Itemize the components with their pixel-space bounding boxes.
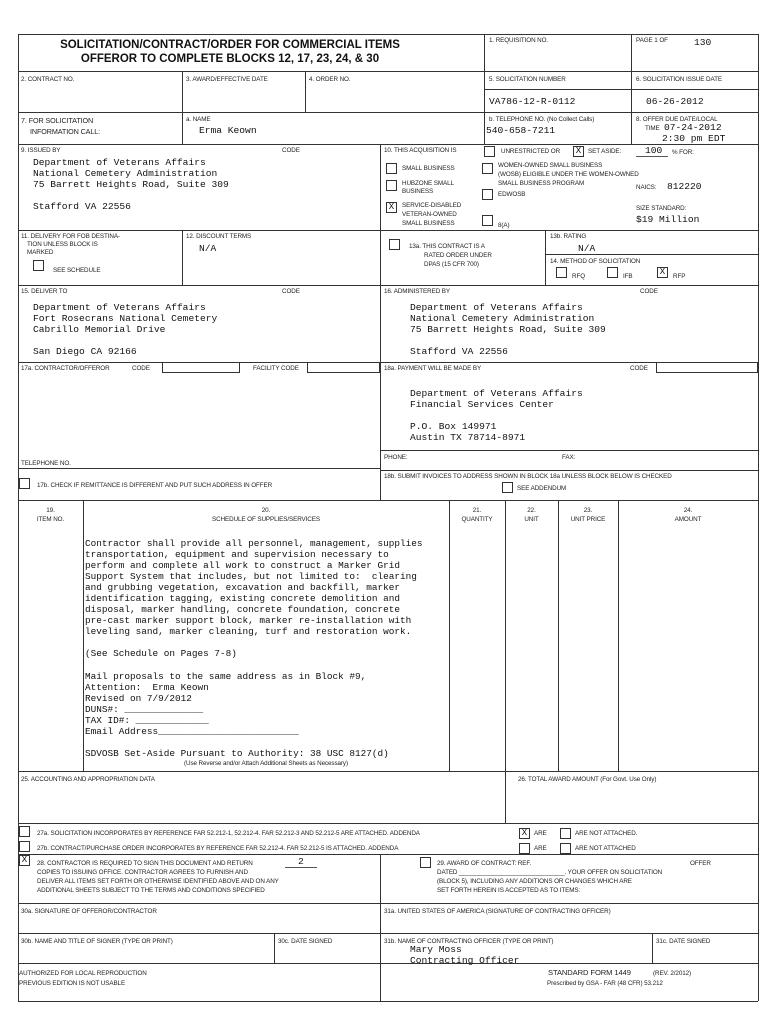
percent-for-label: % FOR: — [672, 149, 694, 156]
schedule-description: Contractor shall provide all personnel, management, supplies transportation, equipment and supervision necessary to perform and complete all work to construct a Marker Grid Support System that includes, but not limited to: clearing and grubbing vegetation, excavation and backfill, marker identification tagging, existing concrete demolition and disposal, marker handling, concrete foundation, concrete pre-cast marker support block, marker re-installation with leveling sand, marker cleaning, turf and restoration work. (See Schedule on Pages 7-8) Mail proposals to the same address as in Block #9, Attention: Erma Keown Revised on 7/9/2012 DUNS#: ______________ TAX ID#: _____________ Email Address_________________________ SDVOSB Set-Aside Pursuant to Authority: 38 USC 8127(d) — [85, 538, 423, 759]
29-line-1: 29. AWARD OF CONTRACT: REF. — [437, 860, 532, 867]
footer-left-1: AUTHORIZED FOR LOCAL REPRODUCTION — [19, 970, 147, 977]
contact-name: Erma Keown — [199, 125, 257, 136]
27a-label: 27a. SOLICITATION INCORPORATES BY REFERENCE FAR 52.212-1, 52.212-4. FAR 52.212-3 AND 52.212-5 ARE ATTACHED. ADDENDA — [37, 830, 420, 837]
administered-by-line-2: National Cemetery Administration — [410, 313, 595, 324]
small-business-label: SMALL BUSINESS — [402, 165, 455, 172]
co-date-label: 31c. DATE SIGNED — [656, 938, 711, 945]
telephone-label: b. TELEPHONE NO. (No Collect Calls) — [489, 116, 595, 123]
reverse-note: (Use Reverse and/or Attach Additional Sheets as Necessary) — [184, 760, 348, 767]
payment-code-field[interactable] — [656, 362, 758, 373]
issued-by-line-3: 75 Barrett Heights Road, Suite 309 — [33, 179, 229, 190]
29-line-4: SET FORTH HEREIN IS ACCEPTED AS TO ITEMS: — [437, 887, 581, 894]
administered-by-line-5: Stafford VA 22556 — [410, 346, 508, 357]
form-title: SOLICITATION/CONTRACT/ORDER FOR COMMERCIAL ITEMS — [60, 39, 400, 51]
deliver-to-code-label: CODE — [282, 288, 300, 295]
form-subtitle: OFFEROR TO COMPLETE BLOCKS 12, 17, 23, 24, & 30 — [80, 53, 380, 65]
administered-by-line-1: Department of Veterans Affairs — [410, 302, 583, 313]
payment-line-2: Financial Services Center — [410, 399, 554, 410]
footer-form-name: STANDARD FORM 1449 — [548, 968, 631, 977]
solicitation-no-label: 5. SOLICITATION NUMBER — [489, 76, 566, 83]
fax-label: FAX: — [562, 454, 576, 461]
offeror-date-label: 30c. DATE SIGNED — [278, 938, 333, 945]
col-unit: UNIT — [524, 516, 539, 523]
27b-are-label: ARE — [534, 845, 547, 852]
facility-code-label: FACILITY CODE — [253, 365, 299, 372]
issued-by-label: 9. ISSUED BY — [21, 147, 61, 154]
28-checkbox[interactable]: X — [19, 855, 30, 866]
discount-terms-label: 12. DISCOUNT TERMS — [186, 233, 252, 240]
28-line-2: COPIES TO ISSUING OFFICE. CONTRACTOR AGREES TO FURNISH AND — [37, 869, 248, 876]
28-line-4: ADDITIONAL SHEETS SUBJECT TO THE TERMS AND CONDITIONS SPECIFIED — [37, 887, 265, 894]
administered-by-code-label: CODE — [640, 288, 658, 295]
edwosb-checkbox[interactable] — [482, 189, 493, 200]
27a-are-checkbox[interactable]: X — [519, 828, 530, 839]
29-offer: OFFER — [690, 860, 711, 867]
27b-are-not-checkbox[interactable] — [560, 843, 571, 854]
edwosb-label: EDWOSB — [498, 191, 526, 198]
delivery-label-1: 11. DELIVERY FOR FOB DESTINA- — [21, 233, 120, 240]
col-schedule: SCHEDULE OF SUPPLIES/SERVICES — [212, 516, 320, 523]
payment-line-1: Department of Veterans Affairs — [410, 388, 583, 399]
facility-code-field[interactable] — [307, 362, 380, 373]
discount-terms: N/A — [199, 243, 217, 254]
telephone-number: 540-658-7211 — [486, 125, 556, 136]
co-name: Mary Moss — [410, 944, 462, 955]
27a-are-not-label: ARE NOT ATTACHED. — [575, 830, 638, 837]
see-schedule-label: SEE SCHEDULE — [53, 267, 101, 274]
contract-no-label: 2. CONTRACT NO. — [21, 76, 75, 83]
telephone-no-label: TELEPHONE NO. — [21, 460, 71, 467]
issued-by-line-5: Stafford VA 22556 — [33, 201, 131, 212]
solicitation-info-label: 7. FOR SOLICITATION — [21, 116, 94, 125]
unrestricted-checkbox[interactable] — [484, 146, 495, 157]
col-schedule-num: 20. — [261, 507, 271, 514]
set-aside-percent: 100 — [645, 145, 663, 156]
offer-due-label: 8. OFFER DUE DATE/LOCAL — [636, 116, 718, 123]
sdvosb-label-2: VETERAN-OWNED — [402, 211, 457, 218]
size-standard-label: SIZE STANDARD: — [636, 205, 687, 212]
accounting-label: 25. ACCOUNTING AND APPROPRIATION DATA — [21, 776, 155, 783]
contractor-code-field[interactable] — [162, 362, 240, 373]
footer-rev: (REV. 2/2012) — [653, 970, 692, 977]
eight-a-label: 8(A) — [498, 222, 510, 229]
page-total: 130 — [694, 37, 712, 48]
rfp-label: RFP — [673, 273, 686, 280]
see-addendum-checkbox[interactable] — [502, 482, 513, 493]
col-item-no: ITEM NO. — [36, 516, 65, 523]
sdvosb-label-1: SERVICE-DISABLED — [402, 202, 462, 209]
set-aside-label: SET ASIDE: — [588, 148, 622, 155]
27a-are-not-checkbox[interactable] — [560, 828, 571, 839]
col-unit-price: UNIT PRICE — [570, 516, 606, 523]
small-business-checkbox[interactable] — [386, 163, 397, 174]
eight-a-checkbox[interactable] — [482, 215, 493, 226]
deliver-to-label: 15. DELIVER TO — [21, 288, 68, 295]
rfp-checkbox[interactable]: X — [657, 267, 668, 278]
issue-date: 06-26-2012 — [646, 96, 704, 107]
27b-checkbox[interactable] — [19, 841, 30, 852]
hubzone-checkbox[interactable] — [386, 180, 397, 191]
acquisition-label: 10. THIS ACQUISITION IS — [384, 147, 457, 154]
sdvosb-label-3: SMALL BUSINESS — [402, 220, 455, 227]
wosb-label-2: (WOSB) ELIGIBLE UNDER THE WOMEN-OWNED — [498, 171, 639, 178]
issued-by-line-2: National Cemetery Administration — [33, 168, 218, 179]
payment-line-4: P.O. Box 149971 — [410, 421, 497, 432]
offeror-signature-label: 30a. SIGNATURE OF OFFEROR/CONTRACTOR — [21, 908, 157, 915]
see-addendum-label: SEE ADDENDUM — [517, 485, 567, 492]
27b-are-not-label: ARE NOT ATTACHED — [575, 845, 636, 852]
administered-by-label: 16. ADMINISTERED BY — [384, 288, 450, 295]
offer-due-time: 2:30 pm EDT — [662, 133, 726, 144]
payment-line-5: Austin TX 78714-8971 — [410, 432, 526, 443]
see-schedule-checkbox[interactable] — [33, 260, 44, 271]
col-unit-num: 22. — [527, 507, 536, 514]
unrestricted-label: UNRESTRICTED OR — [501, 148, 561, 155]
rated-order-label-2: RATED ORDER UNDER — [424, 252, 492, 259]
col-quantity-num: 21. — [472, 507, 482, 514]
delivery-label-3: MARKED — [27, 249, 54, 256]
hubzone-label-2: BUSINESS — [402, 188, 434, 195]
rated-order-checkbox[interactable] — [389, 239, 400, 250]
order-no-label: 4. ORDER NO. — [309, 76, 351, 83]
solicitation-no: VA786-12-R-0112 — [489, 96, 576, 107]
deliver-to-line-1: Department of Veterans Affairs — [33, 302, 206, 313]
27a-are-label: ARE — [534, 830, 547, 837]
payment-by-label: 18a. PAYMENT WILL BE MADE BY — [384, 365, 482, 372]
wosb-label-3: SMALL BUSINESS PROGRAM — [498, 180, 585, 187]
col-amount: AMOUNT — [674, 516, 702, 523]
29-line-3: (BLOCK 5), INCLUDING ANY ADDITIONS OR CHANGES WHICH ARE — [437, 878, 632, 885]
total-award-label: 26. TOTAL AWARD AMOUNT (For Govt. Use Only) — [518, 776, 657, 783]
wosb-checkbox[interactable] — [482, 163, 493, 174]
ifb-checkbox[interactable] — [607, 267, 618, 278]
naics-label: NAICS: — [636, 184, 657, 191]
ifb-label: IFB — [623, 273, 633, 280]
issued-by-line-1: Department of Veterans Affairs — [33, 157, 206, 168]
award-date-label: 3. AWARD/EFFECTIVE DATE — [186, 76, 268, 83]
naics-code: 812220 — [667, 181, 702, 192]
hubzone-label-1: HUBZONE SMALL — [402, 180, 454, 187]
deliver-to-line-2: Fort Rosecrans National Cemetery — [33, 313, 218, 324]
rated-order-label-1: 13a. THIS CONTRACT IS A — [409, 243, 485, 250]
28-line-1: 28. CONTRACTOR IS REQUIRED TO SIGN THIS DOCUMENT AND RETURN — [37, 860, 253, 867]
contractor-label: 17a. CONTRACTOR/OFFEROR — [21, 365, 110, 372]
27b-label: 27b. CONTRACT/PURCHASE ORDER INCORPORATES BY REFERENCE FAR 52.212-4. FAR 52.212-5 IS ATTACHED. ADDENDA — [37, 845, 399, 852]
sdvosb-checkbox[interactable]: X — [386, 202, 397, 213]
27a-checkbox[interactable] — [19, 826, 30, 837]
col-amount-num: 24. — [683, 507, 693, 514]
remittance-checkbox[interactable] — [19, 478, 30, 489]
submit-invoices-label: 18b. SUBMIT INVOICES TO ADDRESS SHOWN IN BLOCK 18a UNLESS BLOCK BELOW IS CHECKED — [384, 473, 672, 480]
administered-by-line-3: 75 Barrett Heights Road, Suite 309 — [410, 324, 606, 335]
deliver-to-line-5: San Diego CA 92166 — [33, 346, 137, 357]
set-aside-checkbox[interactable]: X — [573, 146, 584, 157]
phone-label: PHONE: — [384, 454, 408, 461]
deliver-to-line-3: Cabrillo Memorial Drive — [33, 324, 166, 335]
method-label: 14. METHOD OF SOLICITATION — [550, 258, 641, 265]
co-signature-label: 31a. UNITED STATES OF AMERICA (SIGNATURE OF CONTRACTING OFFICER) — [384, 908, 611, 915]
footer-prescribed: Prescribed by GSA - FAR (48 CFR) 53.212 — [547, 980, 663, 987]
28-line-3: DELIVER ALL ITEMS SET FORTH OR OTHERWISE IDENTIFIED ABOVE AND ON ANY — [37, 878, 279, 885]
col-unit-price-num: 23. — [583, 507, 593, 514]
rating-label: 13b. RATING — [550, 233, 587, 240]
delivery-label-2: TION UNLESS BLOCK IS — [27, 241, 98, 248]
co-title: Contracting Officer — [410, 955, 520, 966]
27b-are-checkbox[interactable] — [519, 843, 530, 854]
rating-value: N/A — [578, 243, 596, 254]
offer-due-time-label: TIME — [645, 125, 660, 132]
remittance-label: 17b. CHECK IF REMITTANCE IS DIFFERENT AND PUT SUCH ADDRESS IN OFFER — [37, 482, 273, 489]
issued-by-code-label: CODE — [282, 147, 300, 154]
co-name-label: 31b. NAME OF CONTRACTING OFFICER (TYPE OR PRINT) — [384, 938, 554, 945]
rfq-label: RFQ — [572, 273, 585, 280]
footer-left-2: PREVIOUS EDITION IS NOT USABLE — [19, 980, 126, 987]
requisition-no-label: 1. REQUISITION NO. — [489, 37, 549, 44]
29-checkbox[interactable] — [420, 857, 431, 868]
rated-order-label-3: DPAS (15 CFR 700) — [424, 261, 479, 268]
28-copies: 2 — [298, 856, 304, 867]
issue-date-label: 6. SOLICITATION ISSUE DATE — [636, 76, 722, 83]
rfq-checkbox[interactable] — [556, 267, 567, 278]
size-standard: $19 Million — [636, 214, 700, 225]
page-label: PAGE 1 OF — [636, 37, 668, 44]
name-label: a. NAME — [186, 116, 211, 123]
contractor-code-label: CODE — [132, 365, 150, 372]
wosb-label-1: WOMEN-OWNED SMALL BUSINESS — [498, 162, 603, 169]
payment-code-label: CODE — [630, 365, 648, 372]
info-call-label: INFORMATION CALL: — [30, 127, 101, 136]
offer-due-date: 07-24-2012 — [664, 122, 722, 133]
col-item-no-num: 19. — [46, 507, 55, 514]
signer-name-label: 30b. NAME AND TITLE OF SIGNER (TYPE OR PRINT) — [21, 938, 173, 945]
col-quantity: QUANTITY — [461, 516, 493, 523]
29-line-2: DATED _______________________________. YOUR OFFER ON SOLICITATION — [437, 869, 663, 876]
